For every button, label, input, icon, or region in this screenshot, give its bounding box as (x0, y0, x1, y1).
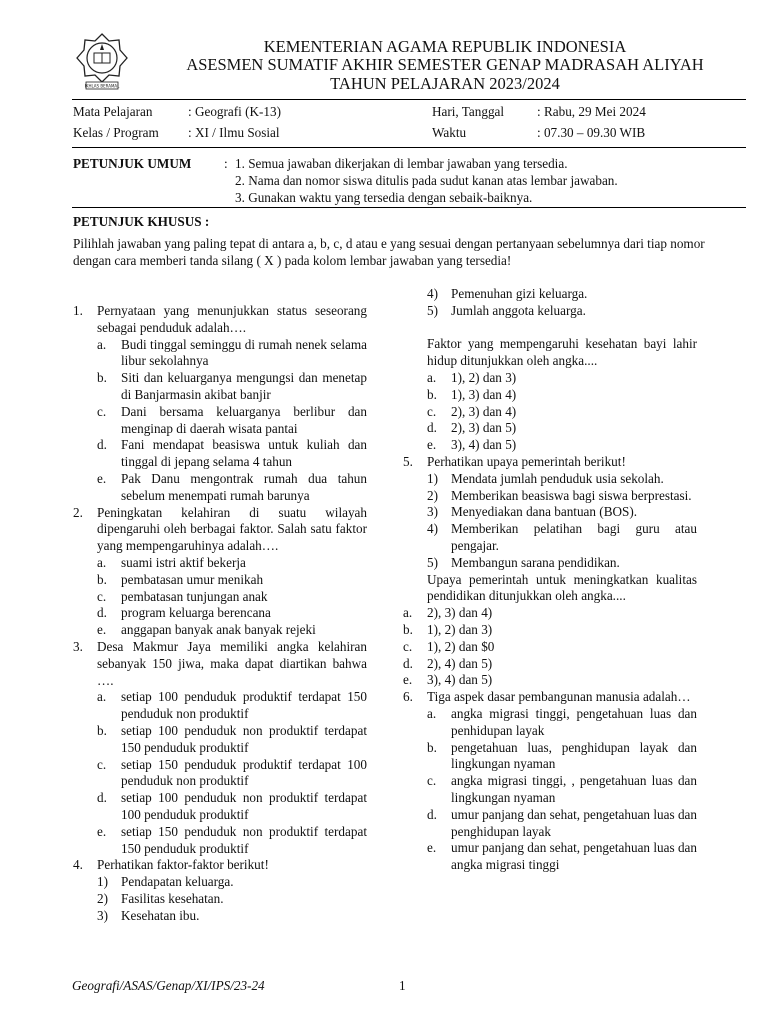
effort-item: 2) Memberikan beasiswa bagi siswa berprestasi. (427, 487, 692, 503)
option-e: e. 3), 4) dan 5) (427, 437, 517, 453)
petunjuk-umum-item: 2. Nama dan nomor siswa ditulis pada sudut kanan atas lembar jawaban. (235, 173, 618, 188)
question-number: 3. (73, 638, 83, 654)
question-stem: Upaya pemerintah untuk meningkatkan kualitas pendidikan ditunjukkan oleh angka.... (427, 571, 697, 604)
question-1 (73, 303, 367, 505)
option-a: a. suami istri aktif bekerja (97, 554, 246, 570)
question-number: 5. (403, 453, 413, 469)
question-number: 2. (73, 504, 83, 520)
option-d: d. 2), 3) dan 5) (427, 420, 517, 436)
option-d: d. Fani mendapat beasiswa untuk kuliah dan tinggal di jepang selama 4 tahun (97, 437, 367, 470)
waktu-value: : 07.30 – 09.30 WIB (537, 125, 646, 140)
question-text: Peningkatan kelahiran di suatu wilayah dipengaruhi oleh berbagai faktor. Salah satu faktor yang mempengaruhinya adalah…. (97, 504, 367, 554)
ministry-emblem-logo (76, 32, 128, 90)
petunjuk-umum-item: 1. Semua jawaban dikerjakan di lembar jawaban yang tersedia. (235, 156, 568, 171)
option-d: d. 2), 4) dan 5) (403, 655, 493, 671)
factor-item: 3) Kesehatan ibu. (97, 907, 200, 923)
question-number: 4. (73, 857, 83, 873)
factor-item: 5) Jumlah anggota keluarga. (427, 302, 586, 318)
option-b: b. Siti dan keluarganya mengungsi dan menetap di Banjarmasin akibat banjir (97, 370, 367, 402)
question-3 (73, 639, 367, 857)
option-a: a. angka migrasi tinggi, pengetahuan luas dan penhidupan layak (427, 705, 697, 738)
left-column (73, 303, 367, 924)
question-number: 1. (73, 303, 83, 318)
option-c: c. 1), 2) dan $0 (403, 638, 495, 654)
header-exam-title: ASESMEN SUMATIF AKHIR SEMESTER GENAP MADRASAH ALIYAH (186, 55, 704, 74)
question-text: Tiga aspek dasar pembangunan manusia adalah… (427, 689, 691, 705)
right-column (403, 286, 697, 874)
petunjuk-umum-title: PETUNJUK UMUM (73, 156, 192, 171)
option-b: b. setiap 100 penduduk non produktif terdapat 150 penduduk produktif (97, 722, 367, 755)
effort-item: 3) Menyediakan dana bantuan (BOS). (427, 504, 638, 520)
question-4 (73, 857, 367, 924)
option-d: d. program keluarga berencana (97, 605, 271, 621)
option-c: c. pembatasan tunjungan anak (97, 588, 268, 604)
petunjuk-umum-item: 3. Gunakan waktu yang tersedia dengan sebaik-baiknya. (235, 190, 533, 205)
option-c: c. 2), 3) dan 4) (427, 403, 517, 419)
kelas-value: : XI / Ilmu Sosial (188, 125, 280, 140)
kelas-label: Kelas / Program (73, 125, 159, 140)
option-e: e. anggapan banyak anak banyak rejeki (97, 622, 316, 638)
mapel-label: Mata Pelajaran (73, 104, 153, 119)
effort-item: 5) Membangun sarana pendidikan. (427, 554, 620, 570)
svg-text:IKHLAS BERAMAL: IKHLAS BERAMAL (84, 83, 120, 89)
petunjuk-rule (72, 207, 746, 208)
factor-item: 4) Pemenuhan gizi keluarga. (427, 286, 588, 301)
option-e: e. umur panjang dan sehat, pengetahuan luas dan angka migrasi tinggi (427, 840, 697, 873)
mapel-value: : Geografi (K-13) (188, 104, 282, 119)
option-e: e. 3), 4) dan 5) (403, 672, 493, 688)
option-d: d. setiap 100 penduduk non produktif terdapat 100 penduduk produktif (97, 790, 367, 822)
petunjuk-khusus-title: PETUNJUK KHUSUS : (73, 214, 210, 229)
option-b: b. pembatasan umur menikah (97, 571, 264, 587)
hari-label: Hari, Tanggal (432, 104, 505, 119)
effort-item: 1) Mendata jumlah penduduk usia sekolah. (427, 470, 664, 486)
petunjuk-umum-colon: : (224, 156, 228, 171)
option-b: b. pengetahuan luas, penghidupan layak dan lingkungan nyaman (427, 739, 697, 772)
page-number: 1 (399, 978, 406, 993)
option-c: c. angka migrasi tinggi, , pengetahuan luas dan lingkungan nyaman (427, 773, 697, 805)
option-e: e. Pak Danu mengontrak rumah dua tahun sebelum menempati rumah barunya (97, 470, 367, 503)
option-a: a. setiap 100 penduduk produktif terdapat 150 penduduk non produktif (97, 689, 367, 722)
hari-value: : Rabu, 29 Mei 2024 (537, 104, 646, 119)
footer-code: Geografi/ASAS/Genap/XI/IPS/23-24 (72, 978, 265, 993)
option-c: c. setiap 150 penduduk produktif terdapat 100 penduduk non produktif (97, 756, 367, 789)
option-b: b. 1), 3) dan 4) (427, 386, 517, 402)
info-rule (72, 147, 746, 148)
header-rule (72, 99, 746, 100)
question-6 (403, 689, 697, 874)
effort-item: 4) Memberikan pelatihan bagi guru atau pengajar. (427, 521, 697, 553)
waktu-label: Waktu (432, 125, 467, 140)
question-number: 6. (403, 689, 413, 705)
question-text: Pernyataan yang menunjukkan status seseorang sebagai penduduk adalah…. (97, 303, 367, 335)
petunjuk-khusus-text: Pilihlah jawaban yang paling tepat di antara a, b, c, d atau e yang sesuai dengan pertanyaan sebelumnya dari tiap nomor dengan cara memberi tanda silang ( X ) pada kolom lembar jawaban yang tersedia! (73, 236, 705, 268)
header-ministry: KEMENTERIAN AGAMA REPUBLIK INDONESIA (263, 37, 627, 56)
question-5 (403, 454, 697, 689)
option-a: a. 2), 3) dan 4) (403, 605, 493, 621)
option-a: a. Budi tinggal seminggu di rumah nenek selama libur sekolahnya (97, 336, 367, 369)
factor-item: 2) Fasilitas kesehatan. (97, 890, 224, 906)
question-text: Desa Makmur Jaya memiliki angka kelahiran sebanyak 150 jiwa, maka dapat diartikan bahwa …. (97, 638, 367, 688)
header-year: TAHUN PELAJARAN 2023/2024 (330, 74, 560, 93)
question-2 (73, 505, 367, 639)
option-b: b. 1), 2) dan 3) (403, 621, 493, 637)
question-text: Perhatikan faktor-faktor berikut! (97, 857, 269, 873)
factor-item: 1) Pendapatan keluarga. (97, 874, 234, 890)
question-stem: Faktor yang mempengaruhi kesehatan bayi lahir hidup ditunjukkan oleh angka.... (427, 336, 697, 369)
question-4-continued (403, 286, 697, 454)
option-d: d. umur panjang dan sehat, pengetahuan luas dan penghidupan layak (427, 806, 697, 839)
option-e: e. setiap 150 penduduk non produktif terdapat 150 penduduk produktif (97, 823, 367, 856)
question-text: Perhatikan upaya pemerintah berikut! (427, 453, 626, 469)
option-c: c. Dani bersama keluarganya berlibur dan menginap di daerah wisata pantai (97, 403, 367, 436)
option-a: a. 1), 2) dan 3) (427, 369, 517, 385)
